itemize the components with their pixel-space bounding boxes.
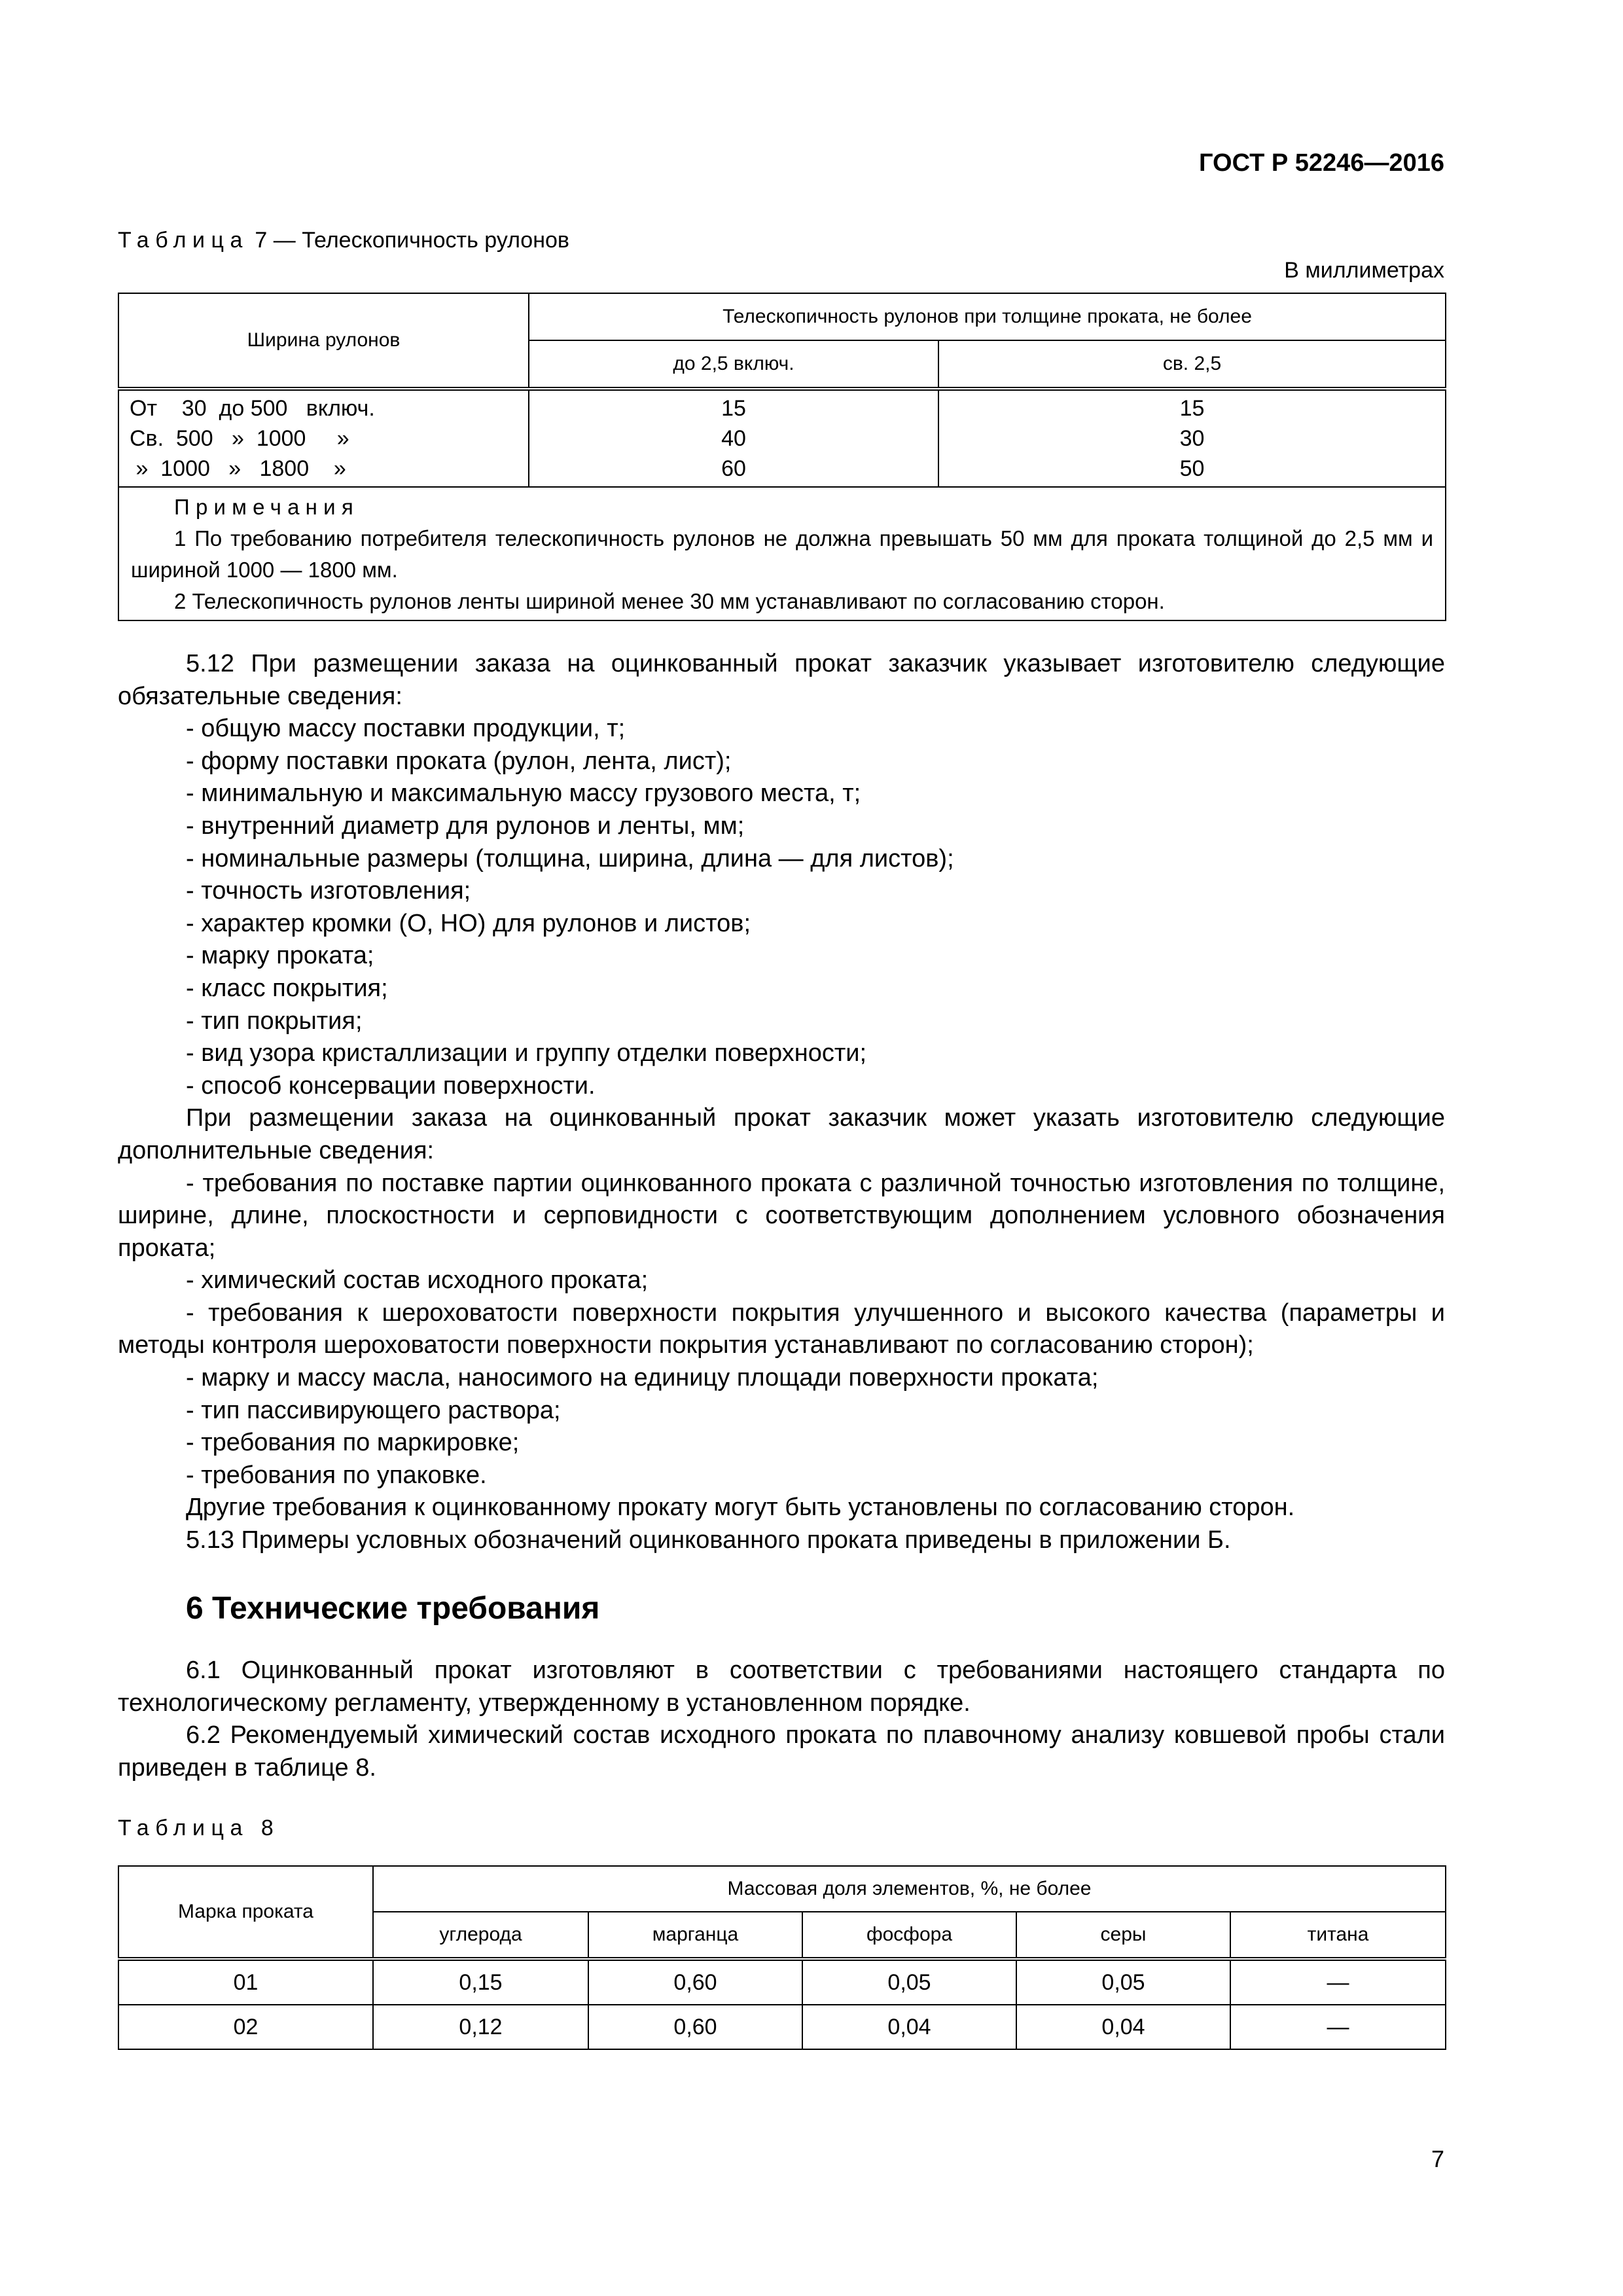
table7-value: 40 — [721, 426, 746, 451]
other-requirements: Другие требования к оцинкованному прокату могут быть установлены по согласованию сторон. — [186, 1494, 1295, 1522]
table8-value: — — [1230, 2005, 1446, 2049]
table7-header-b: св. 2,5 — [938, 340, 1446, 389]
list-item: - способ консервации поверхности. — [186, 1071, 596, 1100]
table7-header-width: Ширина рулонов — [118, 293, 529, 389]
list-item: - вид узора кристаллизации и группу отделки поверхности; — [186, 1039, 867, 1067]
table7-value: 30 — [1179, 426, 1205, 451]
list-item: - требования по упаковке. — [186, 1461, 487, 1489]
table8-value: 0,05 — [1016, 1959, 1230, 2005]
table7-units: В миллиметрах — [1284, 258, 1444, 283]
clause-6-2: 6.2 Рекомендуемый химический состав исходного проката по плавочному анализу ковшевой пробы стали приведен в таблице 8. — [118, 1721, 1445, 1782]
list-item: - требования к шероховатости поверхности покрытия улучшенного и высокого качества (параметры и методы контроля шероховатости поверхности покрытия устанавливают по согласованию сторон); — [118, 1299, 1445, 1359]
table8-value: 0,04 — [1016, 2005, 1230, 2049]
page-number: 7 — [1431, 2145, 1444, 2172]
section-6-heading: 6 Технические требования — [186, 1591, 600, 1626]
table8 — [118, 1865, 1446, 2050]
table7-width-row: Св. 500 » 1000 » — [130, 426, 349, 451]
table-row — [118, 1959, 1446, 2005]
list-item: - номинальные размеры (толщина, ширина, длина — для листов); — [186, 844, 954, 872]
table7-header-a: до 2,5 включ. — [529, 340, 938, 389]
table-row — [118, 2005, 1446, 2049]
table7-caption-word: Таблица — [118, 228, 249, 253]
table7-header-group: Телескопичность рулонов при толщине проката, не более — [529, 293, 1446, 340]
table7-value: 15 — [721, 396, 746, 421]
table8-value: 0,04 — [802, 2005, 1016, 2049]
table8-value: 0,12 — [373, 2005, 588, 2049]
table7-col-a-cell — [529, 389, 938, 487]
table8-header-element: углерода — [373, 1912, 588, 1959]
table7-value: 50 — [1179, 456, 1205, 481]
table7-col-b-cell — [938, 389, 1446, 487]
table8-header-element: марганца — [588, 1912, 802, 1959]
clause-5-13: 5.13 Примеры условных обозначений оцинкованного проката приведены в приложении Б. — [186, 1526, 1231, 1554]
table7-width-row: От 30 до 500 включ. — [130, 396, 375, 421]
table7-caption — [118, 228, 569, 253]
table8-header-element: серы — [1016, 1912, 1230, 1959]
table7-caption-title: 7 — Телескопичность рулонов — [248, 228, 569, 253]
standard-code: ГОСТ Р 52246—2016 — [1199, 149, 1444, 177]
table7-width-cell — [118, 389, 529, 487]
list-item: - требования по поставке партии оцинкованного проката с различной точностью изготовления по толщине, ширине, длине, плоскостности и серповидности с соответствующим дополнением условного обозначения проката; — [118, 1169, 1445, 1262]
list-item: - внутренний диаметр для рулонов и ленты, мм; — [186, 812, 745, 840]
list-item: - минимальную и максимальную массу грузового места, т; — [186, 780, 861, 808]
table8-grade: 01 — [118, 1959, 373, 2005]
table8-value: 0,60 — [588, 2005, 802, 2049]
list-item: - марку проката; — [186, 942, 374, 970]
list-item: - химический состав исходного проката; — [186, 1266, 649, 1295]
list-item: - форму поставки проката (рулон, лента, лист); — [186, 747, 732, 775]
table8-header-group: Массовая доля элементов, %, не более — [373, 1866, 1446, 1912]
table7 — [118, 293, 1446, 621]
note-1: 1 По требованию потребителя телескопичность рулонов не должна превышать 50 мм для проката толщиной до 2,5 мм и шириной 1000 — 1800 мм. — [131, 526, 1434, 582]
list-item: - точность изготовления; — [186, 877, 471, 905]
clause-5-12-intro: 5.12 При размещении заказа на оцинкованный прокат заказчик указывает изготовителю следующие обязательные сведения: — [118, 650, 1445, 710]
table8-caption: Таблица 8 — [118, 1816, 280, 1840]
table8-header-grade: Марка проката — [118, 1866, 373, 1959]
list-item: - класс покрытия; — [186, 974, 388, 1002]
list-item: - общую массу поставки продукции, т; — [186, 715, 626, 743]
table7-value: 60 — [721, 456, 746, 481]
list-item: - требования по маркировке; — [186, 1429, 520, 1457]
table7-value: 15 — [1179, 396, 1205, 421]
notes-title: Примечания — [174, 495, 359, 519]
optional-intro: При размещении заказа на оцинкованный прокат заказчик может указать изготовителю следующие дополнительные сведения: — [118, 1104, 1445, 1164]
clause-5-12 — [118, 648, 1445, 1557]
table7-width-row: » 1000 » 1800 » — [130, 456, 346, 481]
clause-6-1: 6.1 Оцинкованный прокат изготовляют в соответствии с требованиями настоящего стандарта по технологическому регламенту, утвержденному в установленном порядке. — [118, 1657, 1445, 1717]
table8-value: — — [1230, 1959, 1446, 2005]
list-item: - характер кромки (О, НО) для рулонов и листов; — [186, 909, 751, 937]
list-item: - марку и массу масла, наносимого на единицу площади поверхности проката; — [186, 1364, 1099, 1392]
list-item: - тип пассивирующего раствора; — [186, 1396, 561, 1424]
note-2: 2 Телескопичность рулонов ленты шириной менее 30 мм устанавливают по согласованию сторон. — [174, 589, 1165, 613]
table7-notes — [118, 487, 1446, 620]
table8-value: 0,15 — [373, 1959, 588, 2005]
table8-header-element: фосфора — [802, 1912, 1016, 1959]
table8-value: 0,60 — [588, 1959, 802, 2005]
table8-grade: 02 — [118, 2005, 373, 2049]
list-item: - тип покрытия; — [186, 1007, 363, 1035]
table8-header-element: титана — [1230, 1912, 1446, 1959]
table8-value: 0,05 — [802, 1959, 1016, 2005]
section-6-body — [118, 1655, 1445, 1784]
